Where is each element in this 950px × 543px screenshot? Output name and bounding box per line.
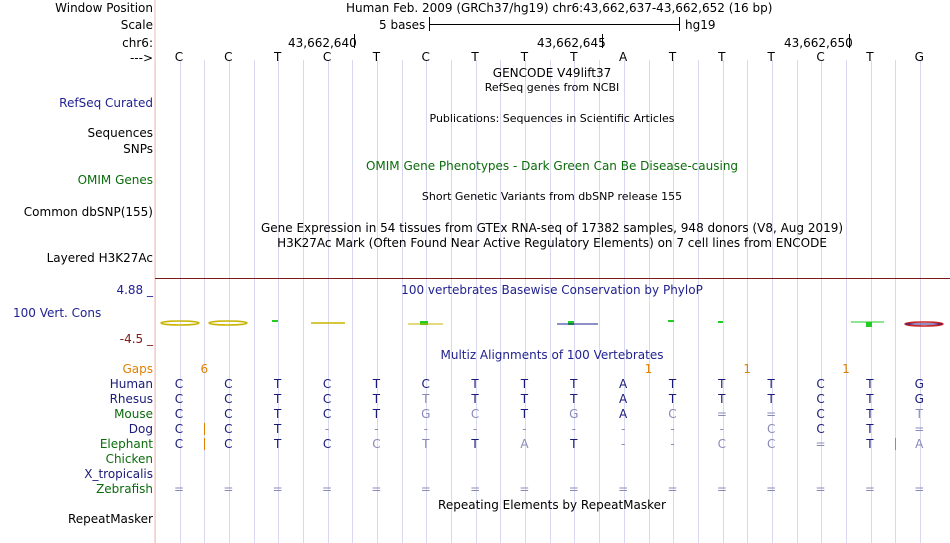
species-label[interactable]: X_tropicalis [84, 467, 153, 481]
aligned-base: = [864, 482, 875, 496]
aligned-base: C [816, 392, 825, 406]
omim-genes-label[interactable]: OMIM Genes [77, 173, 153, 187]
position-tick-3: 43,662,650 [784, 36, 853, 50]
aligned-base: - [620, 422, 626, 436]
aligned-base: T [471, 437, 479, 451]
aligned-base: A [619, 377, 628, 391]
gtex-track-title[interactable]: Gene Expression in 54 tissues from GTEx RNA-seq of 17382 samples, 948 donors (V8, Aug 2019) [260, 221, 844, 235]
common-dbsnp-label[interactable]: Common dbSNP(155) [23, 205, 153, 219]
aligned-base: T [915, 407, 923, 421]
aligned-base: - [670, 422, 675, 436]
aligned-base: A [619, 392, 628, 406]
aligned-base: = [815, 437, 826, 451]
sequence-base: C [816, 50, 825, 64]
aligned-base: G [569, 407, 579, 421]
sequence-base: A [619, 50, 628, 64]
aligned-base: - [324, 422, 330, 436]
aligned-base: T [520, 407, 529, 421]
aligned-base: C [717, 437, 727, 451]
aligned-base: G [914, 377, 924, 391]
aligned-base: C [470, 407, 480, 421]
aligned-base: T [866, 422, 874, 436]
aligned-base: - [423, 422, 428, 436]
aligned-base: = [322, 482, 333, 496]
position-tick-2: 43,662,645 [537, 36, 606, 50]
aligned-base: = [618, 482, 629, 496]
aligned-base: - [472, 422, 478, 436]
sequence-base: T [570, 50, 578, 64]
aligned-base: C [816, 407, 825, 421]
aligned-base: = [272, 482, 283, 496]
aligned-base: C [322, 392, 332, 406]
aligned-base: - [719, 422, 725, 436]
aligned-base: T [471, 377, 479, 391]
aligned-base: C [766, 422, 776, 436]
aligned-base: T [274, 437, 282, 451]
gap-count: 1 [743, 362, 751, 376]
position-tick-1: 43,662,640 [288, 36, 357, 50]
aligned-base: T [274, 407, 282, 421]
sequence-base: T [471, 50, 479, 64]
refseq-track-subtitle: RefSeq genes from NCBI [484, 81, 620, 94]
aligned-base: T [668, 392, 677, 406]
sequence-base: C [224, 50, 233, 64]
chrom-label: chr6: [122, 36, 153, 50]
snps-label[interactable]: SNPs [123, 142, 153, 156]
repeatmasker-track-title[interactable]: Repeating Elements by RepeatMasker [438, 498, 666, 512]
insertion-marker [895, 438, 896, 450]
sequence-base: T [520, 50, 529, 64]
aligned-base: = [371, 482, 382, 496]
aligned-base: T [471, 392, 479, 406]
aligned-base: C [224, 437, 233, 451]
aligned-base: = [223, 482, 234, 496]
aligned-base: T [570, 377, 578, 391]
species-label[interactable]: Elephant [99, 437, 153, 451]
aligned-base: T [520, 377, 529, 391]
sequence-base: C [421, 50, 430, 64]
omim-track-title[interactable]: OMIM Gene Phenotypes - Dark Green Can Be Disease-causing [365, 159, 739, 173]
aligned-base: C [174, 377, 184, 391]
aligned-base: T [372, 392, 381, 406]
aligned-base: = [766, 407, 777, 421]
dbsnp-track-title[interactable]: Short Genetic Variants from dbSNP release 155 [421, 190, 683, 203]
aligned-base: T [718, 377, 726, 391]
aligned-base: T [274, 422, 282, 436]
aligned-base: - [571, 422, 576, 436]
aligned-base: C [816, 377, 825, 391]
aligned-base: = [914, 422, 925, 436]
aligned-base: C [766, 437, 776, 451]
aligned-base: C [322, 407, 332, 421]
aligned-base: = [914, 482, 925, 496]
gap-count: 6 [200, 362, 209, 376]
aligned-base: T [422, 437, 430, 451]
species-label[interactable]: Chicken [105, 452, 153, 466]
aligned-base: = [815, 482, 826, 496]
aligned-base: T [372, 407, 381, 421]
aligned-base: T [718, 392, 726, 406]
aligned-base: C [224, 407, 233, 421]
gap-count: 1 [644, 362, 653, 376]
aligned-base: T [866, 392, 874, 406]
aligned-base: = [716, 482, 727, 496]
sequence-base: G [914, 50, 924, 64]
species-label[interactable]: Rhesus [109, 392, 153, 406]
scale-label: Scale [120, 18, 153, 32]
aligned-base: - [670, 437, 675, 451]
aligned-base: T [866, 407, 874, 421]
repeatmasker-label[interactable]: RepeatMasker [67, 512, 153, 526]
h3k27ac-track-title[interactable]: H3K27Ac Mark (Often Found Near Active Regulatory Elements) on 7 cell lines from ENCODE [277, 236, 827, 250]
sequence-base: T [866, 50, 874, 64]
sequence-base: C [322, 50, 332, 64]
aligned-base: T [668, 377, 677, 391]
insertion-marker [204, 423, 205, 435]
aligned-base: A [915, 437, 924, 451]
aligned-base: C [174, 407, 184, 421]
sequence-base: T [718, 50, 726, 64]
aligned-base: - [620, 437, 626, 451]
window-position-label: Window Position [55, 1, 153, 15]
phylop-track-title[interactable]: 100 vertebrates Basewise Conservation by PhyloP [401, 283, 703, 297]
aligned-base: = [420, 482, 431, 496]
aligned-base: A [520, 437, 529, 451]
refseq-curated-label[interactable]: RefSeq Curated [59, 96, 153, 110]
aligned-base: = [766, 482, 777, 496]
aligned-base: - [522, 422, 527, 436]
sequence-base: T [767, 50, 775, 64]
aligned-base: C [174, 437, 184, 451]
aligned-base: C [322, 437, 332, 451]
aligned-base: T [520, 392, 529, 406]
scale-text: 5 bases [379, 18, 426, 32]
vert-cons-label[interactable]: 100 Vert. Cons [13, 306, 102, 320]
scale-assembly: hg19 [685, 18, 716, 32]
aligned-base: T [767, 377, 775, 391]
gap-count: 1 [842, 362, 850, 376]
aligned-base: G [421, 407, 431, 421]
aligned-base: T [570, 437, 578, 451]
strand-label: ---> [129, 51, 153, 65]
aligned-base: T [274, 392, 282, 406]
aligned-base: C [668, 407, 677, 421]
aligned-base: C [224, 377, 233, 391]
aligned-base: = [173, 482, 185, 496]
species-label[interactable]: Dog [128, 422, 153, 436]
aligned-base: = [519, 482, 530, 496]
aligned-base: C [421, 377, 430, 391]
aligned-base: T [767, 392, 775, 406]
sequence-base: C [174, 50, 184, 64]
aligned-base: = [568, 482, 579, 496]
aligned-base: T [372, 377, 381, 391]
multiz-track-title[interactable]: Multiz Alignments of 100 Vertebrates [440, 348, 664, 362]
aligned-base: C [372, 437, 381, 451]
publications-track-title[interactable]: Publications: Sequences in Scientific Articles [429, 112, 675, 125]
aligned-base: T [422, 392, 430, 406]
aligned-base: C [224, 422, 233, 436]
phylop-max-value: 4.88 _ [116, 283, 153, 297]
insertion-marker [204, 438, 205, 450]
aligned-base: T [866, 437, 874, 451]
aligned-base: A [619, 407, 628, 421]
aligned-base: C [322, 377, 332, 391]
aligned-base: = [470, 482, 481, 496]
phylop-marks [161, 320, 943, 327]
aligned-base: - [374, 422, 379, 436]
window-position-value: Human Feb. 2009 (GRCh37/hg19) chr6:43,662,637-43,662,652 (16 bp) [346, 1, 773, 15]
aligned-base: = [716, 407, 727, 421]
aligned-base: C [174, 422, 184, 436]
aligned-base: T [570, 392, 578, 406]
aligned-base: T [274, 377, 282, 391]
species-label[interactable]: Human [109, 377, 153, 391]
species-label[interactable]: Zebrafish [96, 482, 153, 496]
gencode-track-title[interactable]: GENCODE V49lift37 [492, 66, 612, 80]
sequences-label[interactable]: Sequences [87, 126, 153, 140]
aligned-base: C [174, 392, 184, 406]
phylop-min-value: -4.5 _ [119, 332, 153, 346]
aligned-base: = [667, 482, 678, 496]
layered-h3k27ac-label[interactable]: Layered H3K27Ac [46, 251, 153, 265]
sequence-base: T [668, 50, 677, 64]
sequence-base: T [274, 50, 282, 64]
aligned-base: C [816, 422, 825, 436]
sequence-base: T [372, 50, 381, 64]
species-label[interactable]: Mouse [114, 407, 153, 421]
aligned-base: G [914, 392, 924, 406]
aligned-base: C [224, 392, 233, 406]
aligned-base: T [866, 377, 874, 391]
gaps-label: Gaps [122, 362, 153, 376]
